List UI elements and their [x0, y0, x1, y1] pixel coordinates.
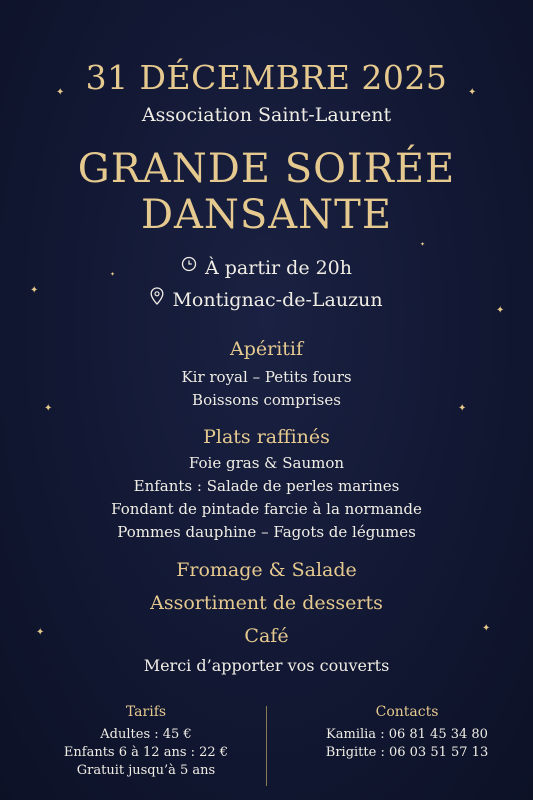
star-decoration: ✦: [36, 627, 45, 638]
fromage-heading: Fromage & Salade: [176, 559, 357, 581]
menu-item: Fondant de pintade farcie à la normande: [111, 500, 422, 518]
menu-item: Pommes dauphine – Fagots de légumes: [117, 523, 416, 541]
aperitif-heading: Apéritif: [229, 338, 304, 360]
menu-item: Boissons comprises: [192, 391, 341, 409]
tarif-line: Adultes : 45 €: [100, 727, 192, 742]
menu-item: Enfants : Salade de perles marines: [133, 477, 400, 495]
star-decoration: ✦: [468, 87, 477, 98]
star-decoration: ✦: [458, 403, 467, 414]
desserts-heading: Assortiment de desserts: [150, 592, 383, 614]
contacts-section: [282, 704, 532, 762]
star-decoration: ✦: [110, 271, 116, 278]
tarif-line: Gratuit jusqu’à 5 ans: [76, 763, 216, 778]
contact-line: Brigitte : 06 03 51 57 13: [325, 745, 489, 760]
cafe-heading: Café: [244, 625, 289, 647]
location-info: [0, 289, 533, 313]
plats-heading: Plats raffinés: [203, 426, 330, 448]
column-divider: [266, 706, 267, 786]
tarifs-heading: Tarifs: [125, 704, 167, 720]
star-decoration: ✦: [56, 87, 65, 98]
cutlery-note: Merci d’apporter vos couverts: [143, 656, 390, 675]
menu-item: Foie gras & Saumon: [188, 454, 345, 472]
menu-item: Kir royal – Petits fours: [181, 368, 352, 386]
contact-line: Kamilia : 06 81 45 34 80: [326, 727, 488, 742]
tarifs-section: [21, 704, 271, 780]
contacts-heading: Contacts: [375, 704, 439, 720]
clock-icon: [181, 255, 197, 277]
event-title-line1: GRANDE SOIRÉE: [77, 146, 456, 192]
event-title-line2: DANSANTE: [140, 192, 393, 238]
time-text: À partir de 20h: [204, 257, 353, 279]
time-info: [0, 257, 533, 280]
star-decoration: ✦: [420, 241, 426, 248]
association-name: Association Saint-Laurent: [141, 104, 392, 126]
star-decoration: ✦: [482, 623, 491, 634]
map-pin-icon: [150, 287, 164, 310]
location-text: Montignac-de-Lauzun: [172, 289, 383, 311]
star-decoration: ✦: [30, 285, 39, 296]
event-date: 31 DÉCEMBRE 2025: [85, 58, 448, 97]
star-decoration: ✦: [44, 403, 53, 414]
tarif-line: Enfants 6 à 12 ans : 22 €: [63, 745, 229, 760]
star-decoration: ✦: [496, 305, 505, 316]
